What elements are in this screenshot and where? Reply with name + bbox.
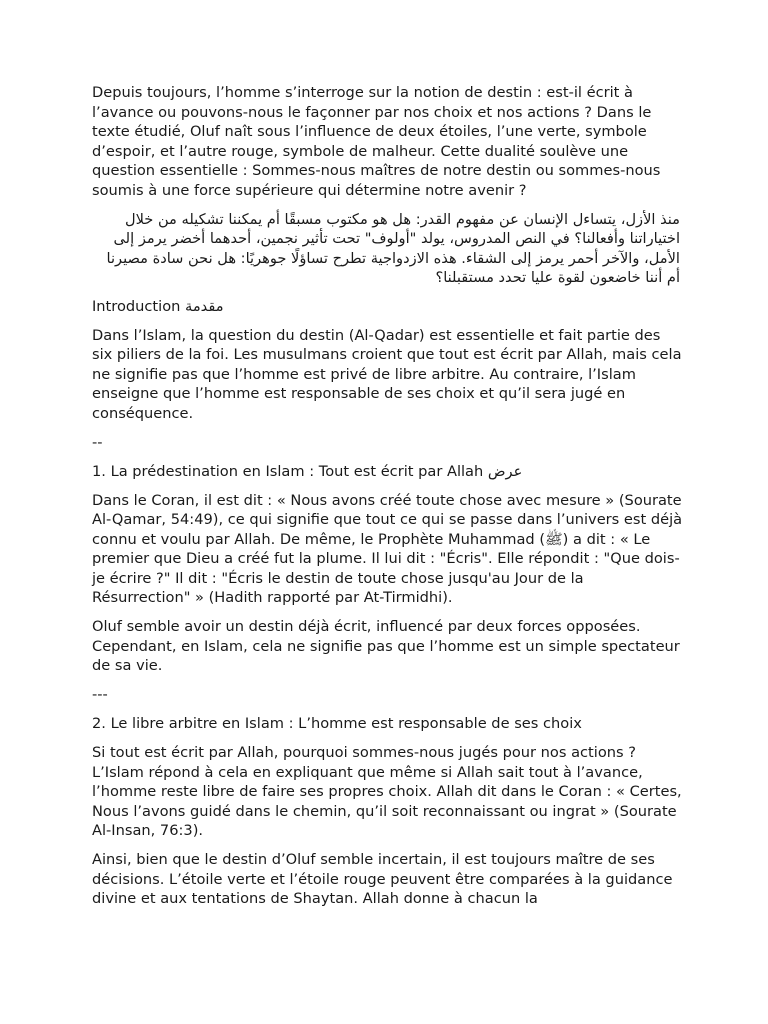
intro-paragraph-arabic: منذ الأزل، يتساءل الإنسان عن مفهوم القدر: هل هو مكتوب مسبقًا أم يمكننا تشكيله من خلال اختياراتنا وأفعالنا؟ في النص المدروس، يولد "أولوف" تحت تأثير نجمين، أحدهما أخضر يرمز إلى الأمل، والآخر أحمر يرمز إلى الشقاء. هذه الازدواجية تطرح تساؤلًا جوهريًا: هل نحن سادة مصيرنا أم أننا خاضعون لقوة عليا تحدد مستقبلنا؟ bbox=[106, 210, 680, 286]
paragraph-coran-quote: Dans le Coran, il est dit : « Nous avons créé toute chose avec mesure » (Sourate Al-Qamar, 54:49), ce qui signifie que tout ce qui se passe dans l’univers est déjà connu et voulu par Allah. De même, le Prophète Muhammad (ﷺ) a dit : « Le premier que Dieu a créé fut la plume. Il lui dit : "Écris". Elle répondit : "Que dois-je écrire ?" Il dit : "Écris le destin de toute chose jusqu'au Jour de la Résurrection" » (Hadith rapporté par At-Tirmidhi). bbox=[92, 491, 683, 606]
section-heading-introduction: Introduction مقدمة bbox=[92, 297, 224, 315]
section-heading-predestination: 1. La prédestination en Islam : Tout est écrit par Allah عرض bbox=[92, 462, 523, 480]
separator: --- bbox=[92, 686, 108, 703]
paragraph-islam-destiny: Dans l’Islam, la question du destin (Al-Qadar) est essentielle et fait partie des six piliers de la foi. Les musulmans croient que tout est écrit par Allah, mais cela ne signifie pas que l’homme est privé de libre arbitre. Au contraire, l’Islam enseigne que l’homme est responsable de ses choix et qu’il sera jugé en conséquence. bbox=[92, 326, 682, 422]
separator: -- bbox=[92, 433, 103, 451]
document-body bbox=[92, 83, 684, 918]
paragraph-oluf-destiny: Oluf semble avoir un destin déjà écrit, influencé par deux forces opposées. Cependant, en Islam, cela ne signifie pas que l’homme est un simple spectateur de sa vie. bbox=[92, 618, 680, 674]
paragraph-free-will: Si tout est écrit par Allah, pourquoi sommes-nous jugés pour nos actions ? L’Islam répond à cela en expliquant que même si Allah sait tout à l’avance, l’homme reste libre de faire ses propres choix. Allah dit dans le Coran : « Certes, Nous l’avons guidé dans le chemin, qu’il soit reconnaissant ou ingrat » (Sourate Al-Insan, 76:3). bbox=[92, 744, 682, 839]
paragraph-oluf-choices: Ainsi, bien que le destin d’Oluf semble incertain, il est toujours maître de ses décisions. L’étoile verte et l’étoile rouge peuvent être comparées à la guidance divine et aux tentations de Shaytan. Allah donne à chacun la bbox=[92, 851, 673, 907]
intro-paragraph-french: Depuis toujours, l’homme s’interroge sur la notion de destin : est-il écrit à l’avance ou pouvons-nous le façonner par nos choix et nos actions ? Dans le texte étudié, Oluf naît sous l’influence de deux étoiles, l’une verte, symbole d’espoir, et l’autre rouge, symbole de malheur. Cette dualité soulève une question essentielle : Sommes-nous maîtres de notre destin ou sommes-nous soumis à une force supérieure qui détermine notre avenir ? bbox=[92, 84, 661, 199]
section-heading-free-will: 2. Le libre arbitre en Islam : L’homme est responsable de ses choix bbox=[92, 715, 582, 732]
